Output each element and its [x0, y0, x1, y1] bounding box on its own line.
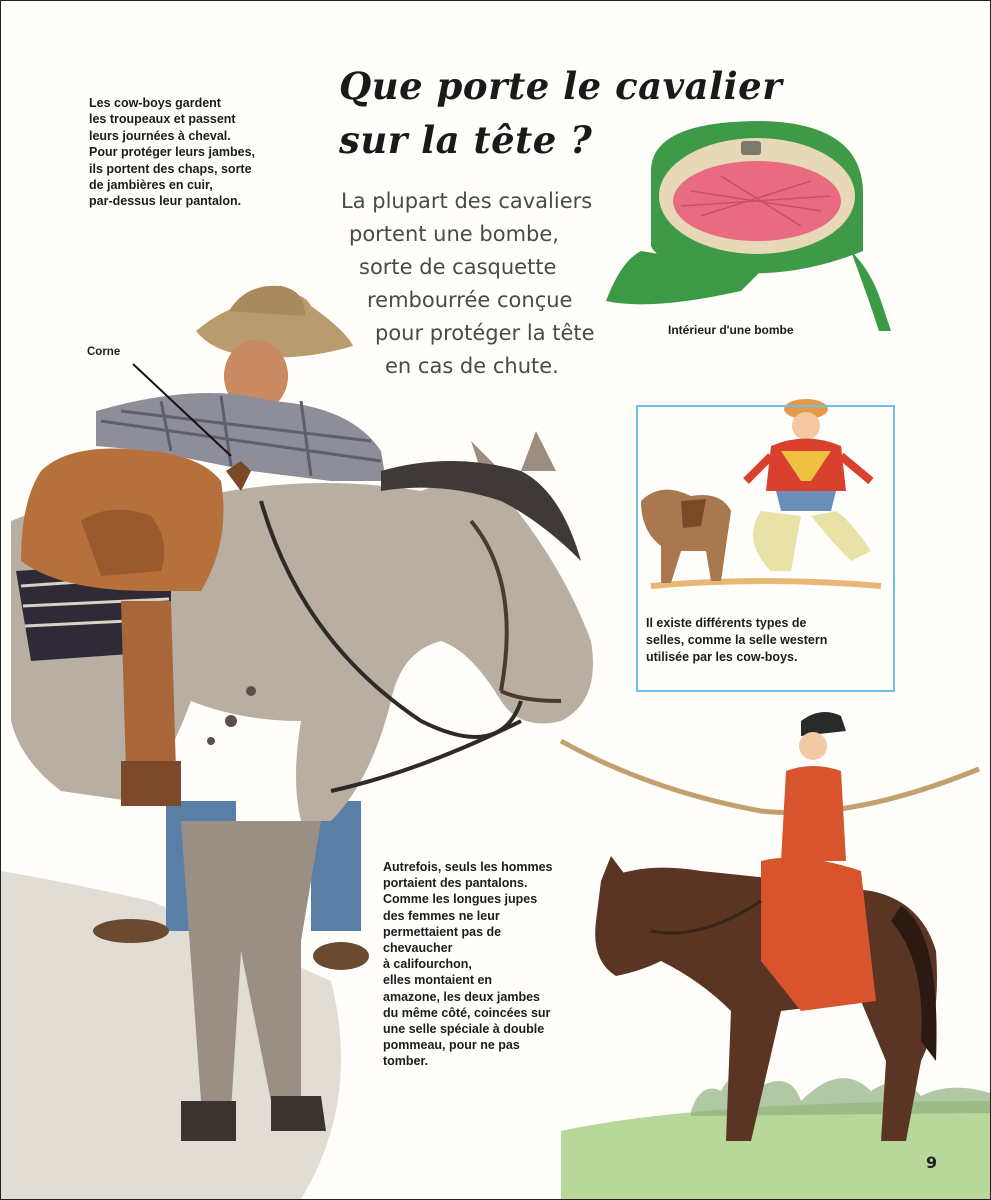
sidesaddle-rider-illustration	[595, 712, 937, 1141]
note-line: à califourchon,	[383, 957, 472, 972]
note-line: amazone, les deux jambes	[383, 989, 541, 1004]
sidesaddle-note	[383, 859, 553, 1070]
note-line: leurs journées à cheval.	[89, 128, 231, 143]
note-line: tomber.	[383, 1054, 429, 1069]
lead-line: rembourrée conçue	[367, 288, 573, 312]
note-line: de jambières en cuir,	[89, 178, 213, 193]
note-line: portaient des pantalons.	[383, 876, 528, 891]
page-title	[339, 59, 782, 167]
lead-rope	[561, 741, 979, 813]
note-line: les troupeaux et passent	[89, 112, 236, 127]
note-line: utilisée par les cow-boys.	[646, 650, 798, 664]
lead-line: sorte de casquette	[359, 255, 557, 279]
note-line: des femmes ne leur	[383, 908, 500, 923]
lead-paragraph	[341, 185, 595, 383]
note-line: Comme les longues jupes	[383, 892, 538, 907]
lead-line: en cas de chute.	[385, 354, 559, 378]
note-line: une selle spéciale à double	[383, 1022, 545, 1037]
note-line: ils portent des chaps, sorte	[89, 161, 252, 176]
title-line: sur la tête ?	[339, 118, 593, 162]
note-line: du même côté, coincées sur	[383, 1005, 551, 1020]
note-line: pommeau, pour ne pas	[383, 1038, 520, 1053]
lead-line: La plupart des cavaliers	[341, 189, 593, 213]
cowboy-note	[89, 95, 255, 210]
note-line: selles, comme la selle western	[646, 633, 828, 647]
helmet-caption: Intérieur d'une bombe	[668, 323, 794, 337]
note-line: Pour protéger leurs jambes,	[89, 145, 256, 160]
meadow	[561, 1101, 990, 1199]
note-line: permettaient pas de	[383, 924, 502, 939]
saddle-types-inset	[636, 405, 895, 692]
lead-line: portent une bombe,	[349, 222, 559, 246]
inset-note	[646, 615, 827, 666]
note-line: Les cow-boys gardent	[89, 96, 221, 110]
note-line: chevaucher	[383, 941, 453, 956]
note-line: Il existe différents types de	[646, 616, 807, 630]
note-line: elles montaient en	[383, 973, 493, 988]
note-line: Autrefois, seuls les hommes	[383, 860, 553, 874]
title-line: Que porte le cavalier	[339, 64, 783, 108]
lead-line: pour protéger la tête	[375, 321, 595, 345]
saddle-horn-label: Corne	[87, 346, 121, 358]
note-line: par-dessus leur pantalon.	[89, 194, 242, 209]
page-number: 9	[926, 1153, 938, 1172]
